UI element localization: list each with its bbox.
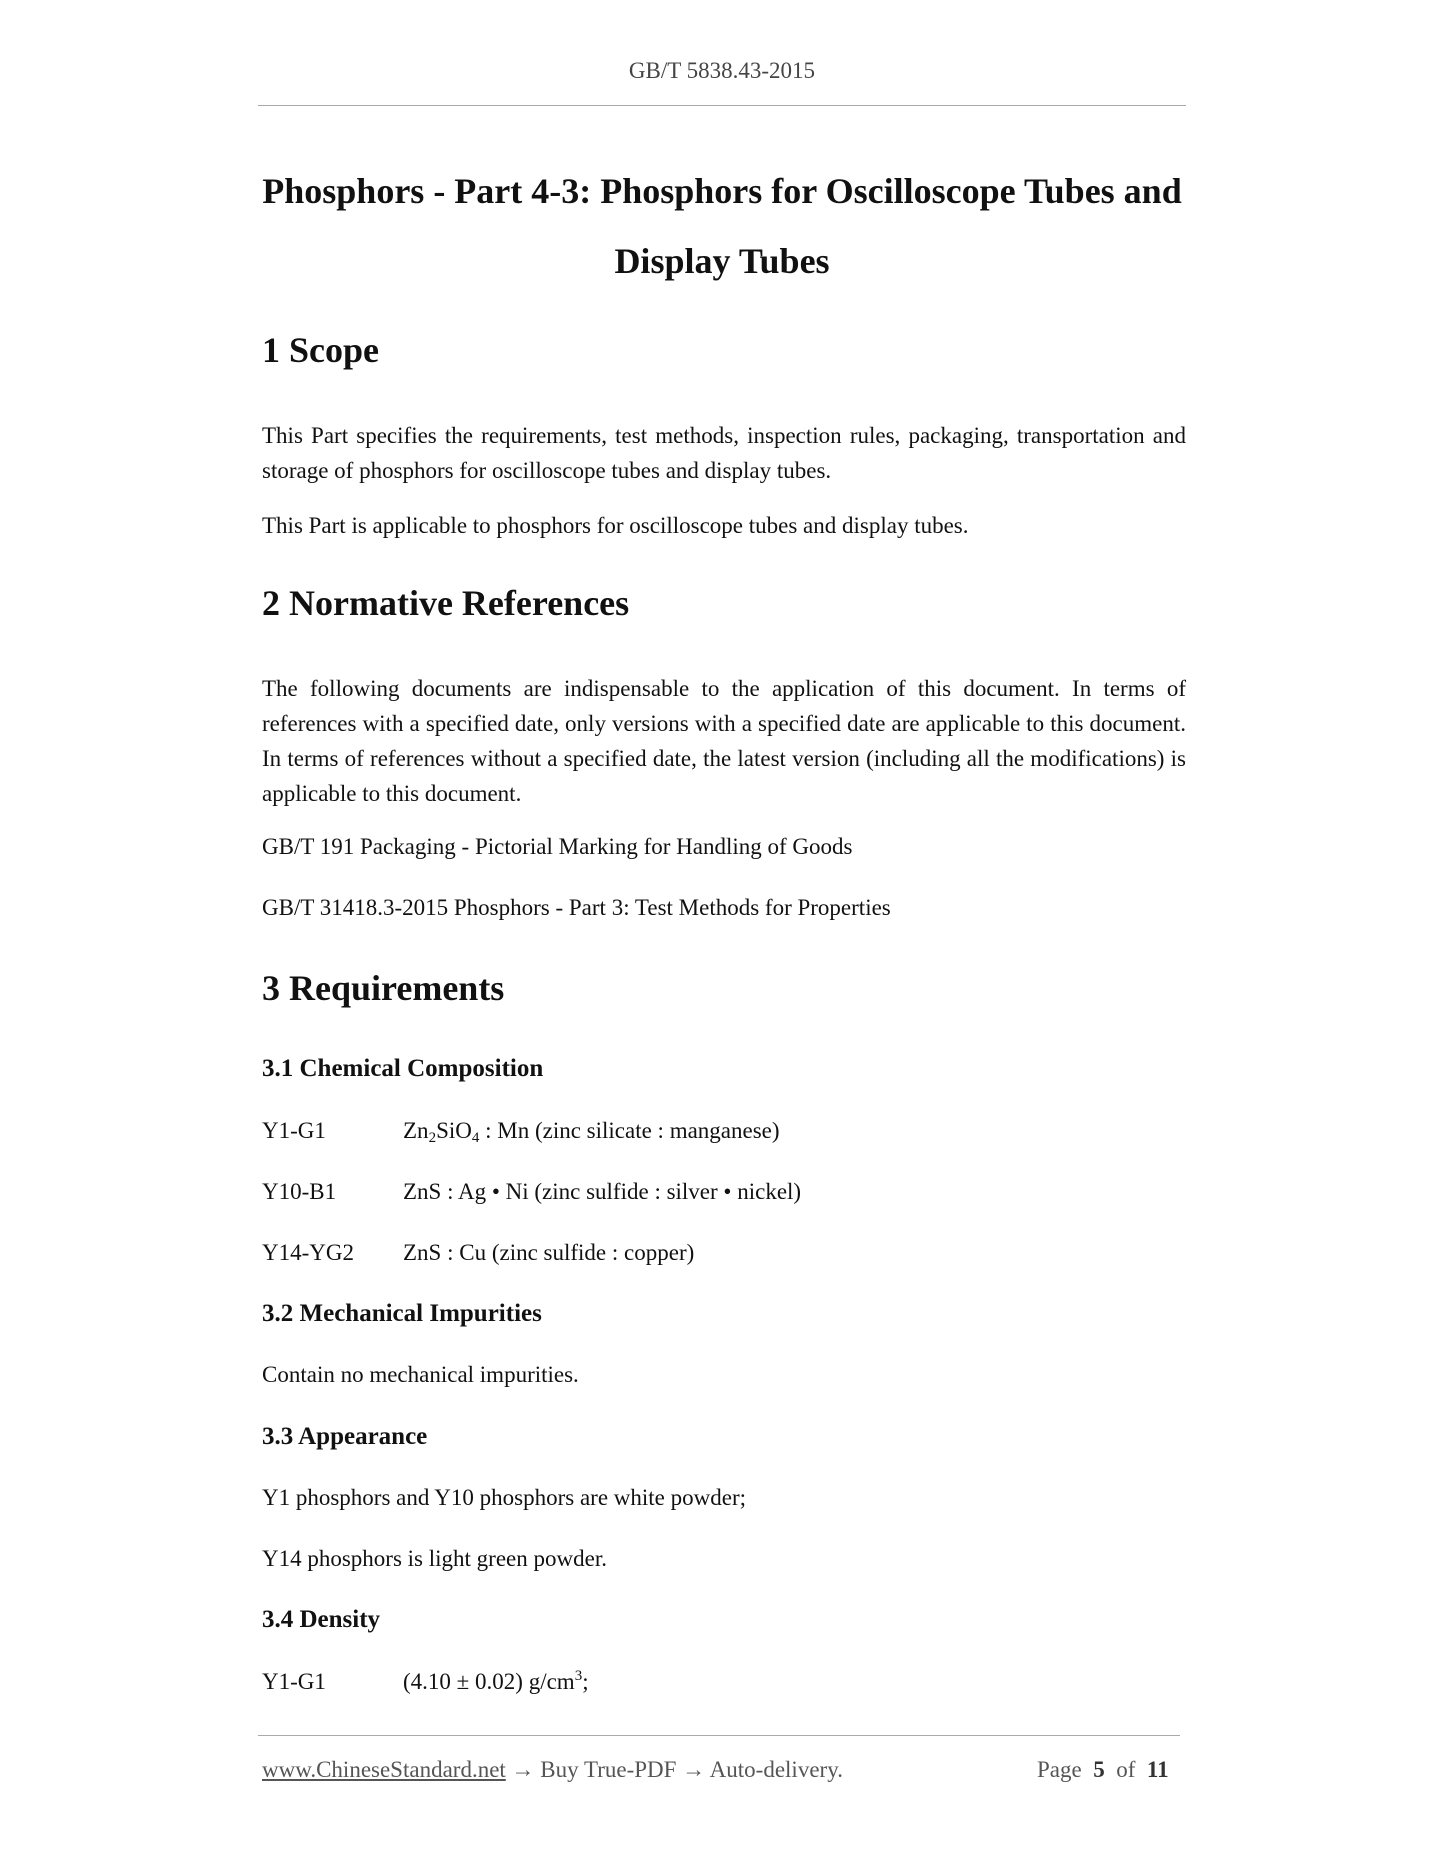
mechanical-impurities-text: Contain no mechanical impurities. — [262, 1362, 579, 1387]
phosphor-code: Y14-YG2 — [262, 1240, 354, 1265]
density-value: (4.10 ± 0.02) $g/cm^3$; — [403, 1668, 589, 1694]
arrow-icon: → — [505, 1757, 541, 1782]
phosphor-code: Y1-G1 — [262, 1669, 326, 1694]
appearance-line-2: Y14 phosphors is light green powder. — [262, 1546, 607, 1571]
scope-paragraph-2: This Part is applicable to phosphors for oscilloscope tubes and display tubes. — [262, 513, 969, 538]
title-line-2: Display Tubes — [614, 241, 830, 281]
section-heading-normative-references: 2 Normative References — [262, 583, 630, 623]
total-pages: 11 — [1146, 1757, 1169, 1782]
appearance-line-1: Y1 phosphors and Y10 phosphors are white powder; — [262, 1485, 746, 1510]
subsection-heading-chemical-composition: 3.1 Chemical Composition — [262, 1055, 544, 1082]
buy-pdf-text: Buy True-PDF — [540, 1757, 677, 1782]
reference-gbt-31418-3: GB/T 31418.3-2015 Phosphors - Part 3: Test Methods for Properties — [262, 895, 891, 920]
site-link[interactable]: www.ChineseStandard.net — [262, 1757, 506, 1782]
page-number: Page 5 of 11 — [1037, 1757, 1169, 1782]
phosphor-code: Y10-B1 — [262, 1179, 337, 1204]
current-page: 5 — [1093, 1757, 1105, 1782]
density-row-y1-g1 — [262, 1667, 589, 1697]
composition-row-y1-g1 — [262, 1116, 780, 1146]
footer-divider — [258, 1735, 1180, 1736]
subsection-heading-appearance: 3.3 Appearance — [262, 1423, 428, 1450]
composition-row-y10-b1 — [262, 1177, 801, 1207]
footer-promo — [262, 1757, 843, 1783]
arrow-icon: → — [676, 1757, 710, 1782]
subsection-heading-mechanical-impurities: 3.2 Mechanical Impurities — [262, 1300, 542, 1327]
reference-gbt-191: GB/T 191 Packaging - Pictorial Marking for Handling of Goods — [262, 834, 853, 859]
document-title — [258, 156, 1186, 296]
section-heading-requirements: 3 Requirements — [262, 968, 505, 1008]
header-divider — [258, 105, 1186, 106]
composition-formula: $Zn_2SiO_4$ : Mn (zinc silicate : manganese) — [403, 1118, 780, 1146]
section-heading-scope: 1 Scope — [262, 330, 379, 370]
composition-row-y14-yg2 — [262, 1238, 694, 1268]
title-line-1: Phosphors - Part 4-3: Phosphors for Oscilloscope Tubes and — [262, 171, 1182, 211]
normative-paragraph: The following documents are indispensable to the application of this document. In terms of references with a specified date, only versions with a specified date are applicable to this document. In terms of references without a specified date, the latest version (including all the modifications) is applicable to this document. — [262, 676, 1186, 806]
composition-formula: ZnS : Cu (zinc sulfide : copper) — [403, 1240, 695, 1265]
running-header: GB/T 5838.43-2015 — [628, 58, 816, 83]
subsection-heading-density: 3.4 Density — [262, 1606, 381, 1633]
phosphor-code: Y1-G1 — [262, 1118, 326, 1143]
auto-delivery-text: Auto-delivery. — [709, 1757, 843, 1782]
scope-paragraph-1: This Part specifies the requirements, test methods, inspection rules, packaging, transportation and storage of phosphors for oscilloscope tubes and display tubes. — [262, 423, 1186, 483]
composition-formula: ZnS : Ag • Ni (zinc sulfide : silver • nickel) — [403, 1179, 802, 1204]
